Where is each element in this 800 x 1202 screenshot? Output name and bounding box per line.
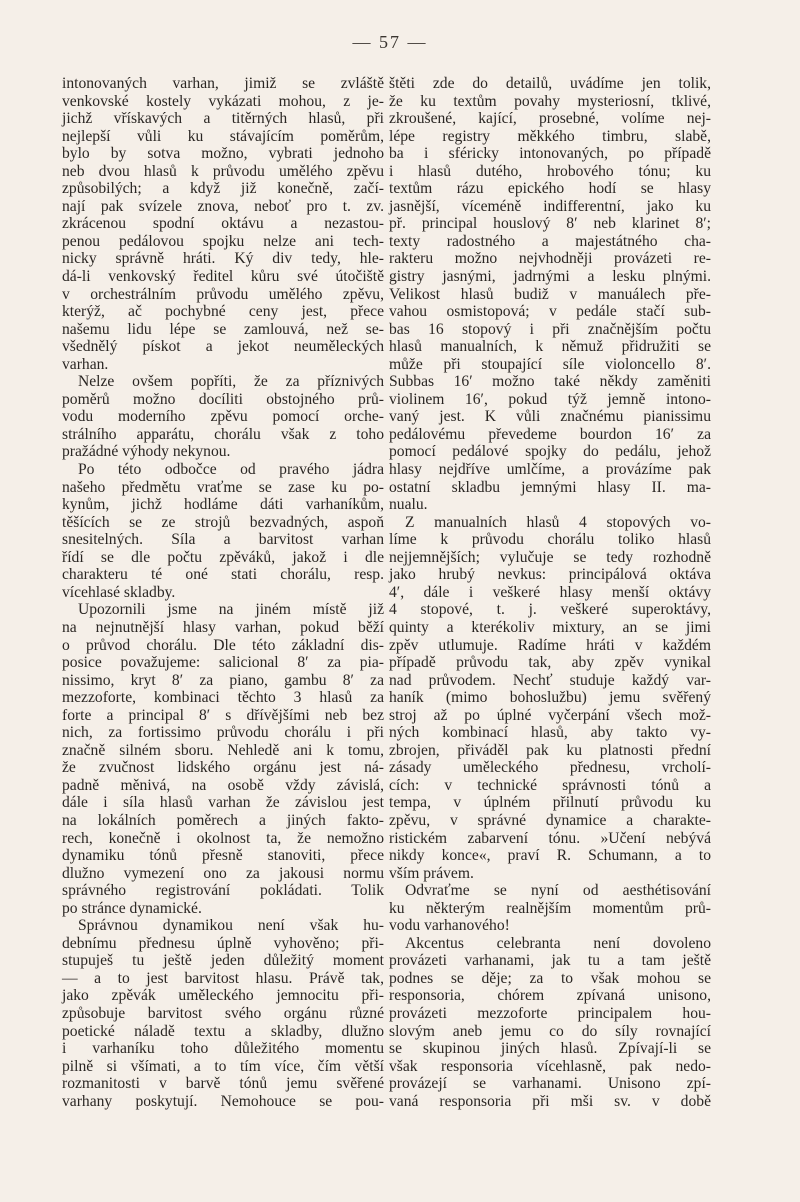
text-line: venkovské kostely vykázati mohou, z je-: [62, 92, 384, 110]
text-line: lépe registry měkkého timbru, slabě,: [389, 127, 711, 145]
text-line: ku některým realnějším momentům prů-: [389, 899, 711, 917]
text-line: bylo by sotva možno, vybrati jednoho: [62, 145, 384, 163]
text-line: kterýž, ač pochybné ceny jest, přece: [62, 303, 384, 321]
text-line: ostatní skladbu jemnými hlasy II. ma-: [389, 478, 711, 496]
text-line: Subbas 16′ možno také někdy zaměniti: [389, 373, 711, 391]
text-line: posice považujeme: salicional 8′ za pia-: [62, 654, 384, 672]
text-line: se skupinou jiných hlasů. Zpívají-li se: [389, 1040, 711, 1058]
text-line: charakteru té oné stati chorálu, resp.: [62, 566, 384, 584]
text-line: může při stoupající síle violoncello 8′.: [389, 355, 711, 373]
text-line: zpěvu, v správné dynamice a charakte-: [389, 811, 711, 829]
text-line: způsobuje barvitost svého orgánu různé: [62, 1004, 384, 1022]
text-line: neb dvou hlasů k průvodu umělého zpěvu: [62, 162, 384, 180]
text-line: líme k průvodu chorálu toliko hlasů: [389, 531, 711, 549]
text-line: Upozornili jsme na jiném místě již: [78, 601, 384, 619]
text-line: bas 16 stopový i při značnějším počtu: [389, 320, 711, 338]
text-line: podnes se děje; za to však mohou se: [389, 969, 711, 987]
text-line: štěti zde do detailů, uvádíme jen tolik,: [389, 75, 711, 92]
text-line: mezzoforte, kombinaci těchto 3 hlasů za: [62, 689, 384, 707]
text-line: nissimo, kryt 8′ za piano, gambu 8′ za: [62, 671, 384, 689]
text-line: našemu lidu lépe se zamlouvá, než se-: [62, 320, 384, 338]
text-line: responsoria, chórem zpívaná unisono,: [389, 987, 711, 1005]
text-line: tempa, v úplném přilnutí průvodu ku: [389, 794, 711, 812]
text-line: 4′, dále i veškeré hlasy menší oktávy: [389, 583, 711, 601]
text-line: hlasů manualních, k němuž přidružiti se: [389, 338, 711, 356]
text-line: jasnější, víceméně indifferentní, jako ku: [389, 197, 711, 215]
text-line: o průvod chorálu. Dle této základní dis-: [62, 636, 384, 654]
text-line: na nejnutnější hlasy varhan, pokud běží: [62, 618, 384, 636]
text-line: provázeti varhanami, jak tu a tam ještě: [389, 952, 711, 970]
text-line: i hlasů dutého, hrobového tónu; ku: [389, 162, 711, 180]
text-line: ristickém zabarvení tónu. »Učení nebývá: [389, 829, 711, 847]
text-line: dále i síla hlasů varhan že závislou jest: [62, 794, 384, 812]
text-line: nají pak svízele znova, neboť pro t. zv.: [62, 197, 384, 215]
text-line: rozmanitosti v barvě tónů jemu svěřené: [62, 1075, 384, 1093]
text-line: vahou osmistopová; v pedále stačí sub-: [389, 303, 711, 321]
text-line: po stránce dynamické.: [62, 899, 202, 917]
text-line: texty radostného a majestátného cha-: [389, 232, 711, 250]
text-line: slovým aneb jemu co do síly rovnající: [389, 1022, 711, 1040]
text-line: haník (mimo bohoslužbu) jemu svěřený: [389, 689, 711, 707]
text-line: — a to jest barvitost hlasu. Právě tak,: [62, 969, 384, 987]
text-line: stupuješ tu ještě jeden důležitý moment: [62, 952, 384, 970]
text-line: nualu.: [389, 496, 428, 514]
text-line: Nelze ovšem popříti, že za příznivých: [78, 373, 384, 391]
text-line: strálního apparátu, chorálu však z toho: [62, 425, 384, 443]
text-line: v orchestrálním průvodu umělého zpěvu,: [62, 285, 384, 303]
text-line: vodu varhanového!: [389, 917, 510, 935]
text-line: vícehlasé skladby.: [62, 583, 176, 601]
text-line: všednělý pískot a jekot neuměleckých: [62, 338, 384, 356]
text-line: značně silném sboru. Nehledě ani k tomu,: [62, 741, 384, 759]
text-line: 4 stopové, t. j. veškeré superoktávy,: [389, 601, 711, 619]
text-line: varhany poskytují. Nemohouce se pou-: [62, 1092, 384, 1110]
text-line: violinem 16′, pokud týž jemně intono-: [389, 390, 711, 408]
text-line: Odvraťme se nyní od aesthétisování: [405, 882, 711, 900]
text-line: našeho předmětu vraťme se zase ku po-: [62, 478, 384, 496]
text-line: nejlepší vůli ku stávajícím poměrům,: [62, 127, 384, 145]
text-line: však responsoria vícehlasně, pak nedo-: [389, 1057, 711, 1075]
text-line: provázeti mezzoforte principalem hou-: [389, 1004, 711, 1022]
right-text-column: [389, 75, 711, 1110]
text-line: ba i sféricky intonovaných, po případě: [389, 145, 711, 163]
text-line: padně měnivá, na osobě vždy závislá,: [62, 776, 384, 794]
text-line: pražádné výhody nekynou.: [62, 443, 231, 461]
text-line: poetické náladě textu a skladby, dlužno: [62, 1022, 384, 1040]
text-line: způsobilých; a když již konečně, začí-: [62, 180, 384, 198]
text-line: varhan.: [62, 355, 109, 373]
text-line: vodu moderního zpěvu pomocí orche-: [62, 408, 384, 426]
text-line: vaná responsoria při mši sv. v době: [389, 1092, 711, 1110]
text-line: zpěv utlumuje. Radíme hráti v každém: [389, 636, 711, 654]
text-line: jichž vřískavých a titěrných hlasů, při: [62, 110, 384, 128]
text-line: poměrů možno docíliti obstojného prů-: [62, 390, 384, 408]
text-line: jako hrubý nevkus: principálová oktáva: [389, 566, 711, 584]
text-line: textům rázu epického hodí se hlasy: [389, 180, 711, 198]
text-line: gistry jasnými, jadrnými a lesku plnými.: [389, 268, 711, 286]
text-line: zkroušené, kající, prosebné, volíme nej-: [389, 110, 711, 128]
text-line: nicky správně hráti. Ký div tedy, hle-: [62, 250, 384, 268]
text-line: že zvučnost lidského orgánu jest ná-: [62, 759, 384, 777]
text-line: zkrácenou spodní oktávu a nezastou-: [62, 215, 384, 233]
text-line: dlužno vymezení ono za jakousi normu: [62, 864, 384, 882]
text-line: cích: v technické správnosti tónů a: [389, 776, 711, 794]
text-line: Z manualních hlasů 4 stopových vo-: [405, 513, 711, 531]
page-number: — 57 —: [352, 32, 428, 52]
text-line: forte a principal 8′ s dřívějšími neb bez: [62, 706, 384, 724]
text-line: quinty a kterékoliv mixtury, an se jimi: [389, 618, 711, 636]
text-line: nad průvodem. Nechť studuje každý var-: [389, 671, 711, 689]
text-line: že ku textům povahy mysteriosní, tklivé,: [389, 92, 711, 110]
text-line: vaný jest. K vůli značnému pianissimu: [389, 408, 711, 426]
text-line: na lokálních poměrech a jiných fakto-: [62, 811, 384, 829]
text-line: intonovaných varhan, jimiž se zvláště: [62, 75, 384, 92]
text-line: debnímu přednesu úplně vyhověno; při-: [62, 934, 384, 952]
text-line: dá-li venkovský ředitel kůru své útočiště: [62, 268, 384, 286]
text-line: správného registrování pokládati. Tolik: [62, 882, 384, 900]
text-line: nikdy konce«, praví R. Schumann, a to: [389, 847, 711, 865]
text-line: př. principal houslový 8′ neb klarinet 8′;: [389, 215, 711, 233]
text-line: pedálovému převedeme bourdon 16′ za: [389, 425, 711, 443]
text-line: Velikost hlasů budiž v manuálech pře-: [389, 285, 711, 303]
text-line: vším právem.: [389, 864, 474, 882]
text-line: Správnou dynamikou není však hu-: [78, 917, 384, 935]
text-line: rech, konečně i okolnost ta, že nemožno: [62, 829, 384, 847]
text-line: rakteru možno nejvhodněji provázeti re-: [389, 250, 711, 268]
left-text-column: [62, 75, 384, 1110]
text-line: ných kombinací hlasů, aby takto vy-: [389, 724, 711, 742]
text-line: nejjemnějších; vylučuje se tedy rozhodně: [389, 548, 711, 566]
text-line: jako zpěvák uměleckého jemnocitu při-: [62, 987, 384, 1005]
text-line: řídí se dle počtu zpěváků, jakož i dle: [62, 548, 384, 566]
text-line: těšících se ze strojů bezvadných, aspoň: [62, 513, 384, 531]
text-line: Po této odbočce od pravého jádra: [78, 461, 384, 479]
text-line: dynamiku tónů přesně stanoviti, přece: [62, 847, 384, 865]
text-line: kynům, jichž hodláme dáti varhaníkům,: [62, 496, 384, 514]
text-line: zásady uměleckého přednesu, vrcholí-: [389, 759, 711, 777]
text-line: i varhaníku toho důležitého momentu: [62, 1040, 384, 1058]
text-line: pomocí pedálové spojky do pedálu, jehož: [389, 443, 711, 461]
text-line: provázejí se varhanami. Unisono zpí-: [389, 1075, 711, 1093]
text-line: případě průvodu tak, aby zpěv vynikal: [389, 654, 711, 672]
text-line: stroj až po úplné vyčerpání všech mož-: [389, 706, 711, 724]
text-line: penou pedálovou spojku nelze ani tech-: [62, 232, 384, 250]
text-line: pilně si všímati, a to tím více, čím větší: [62, 1057, 384, 1075]
text-line: snesitelných. Síla a barvitost varhan: [62, 531, 384, 549]
text-line: Akcentus celebranta není dovoleno: [405, 934, 711, 952]
text-line: zbrojen, přiváděl pak ku platnosti přední: [389, 741, 711, 759]
text-line: nich, za fortissimo průvodu chorálu i při: [62, 724, 384, 742]
text-line: hlasy nejdříve umlčíme, a provázíme pak: [389, 461, 711, 479]
